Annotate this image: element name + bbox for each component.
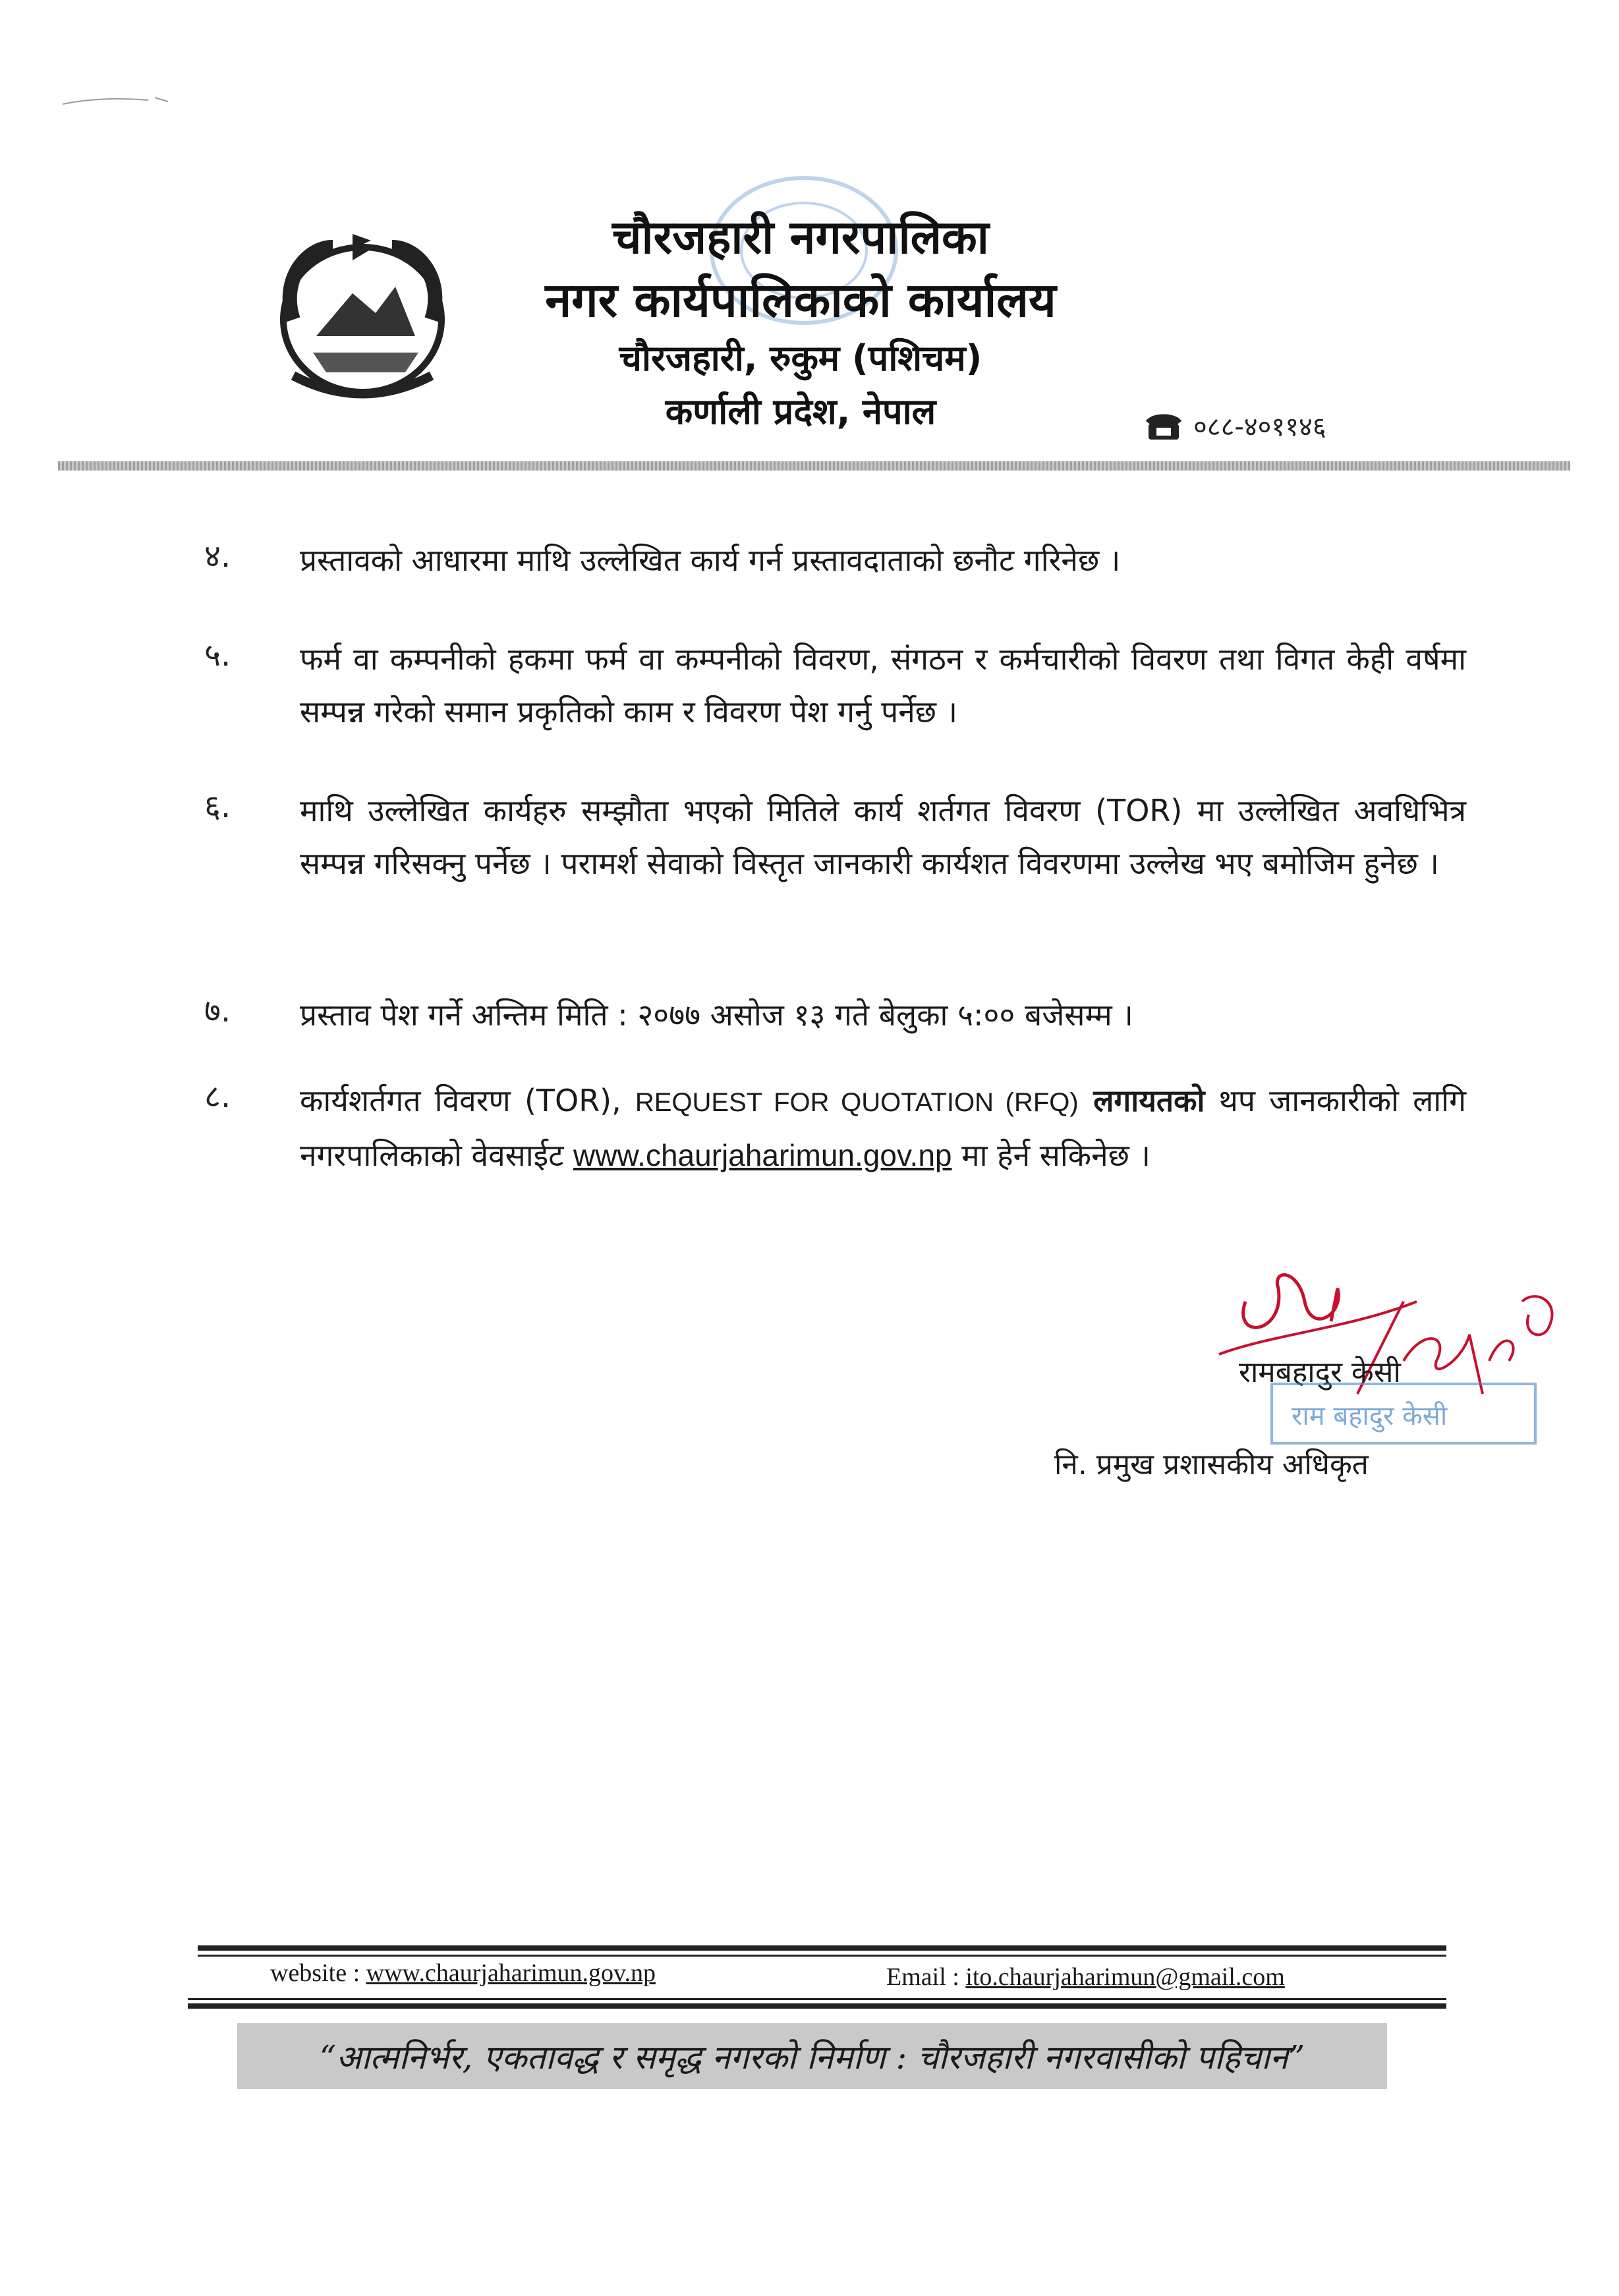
municipality-name: चौरजहारी नगरपालिका — [612, 210, 989, 264]
name-stamp — [1265, 1377, 1542, 1450]
item8-part1: कार्यशर्तगत विवरण (TOR), — [300, 1083, 635, 1118]
motto-banner — [237, 2023, 1387, 2089]
footer-email — [886, 1963, 1285, 1992]
item-number: ४. — [204, 538, 231, 575]
item-number: ७. — [204, 992, 231, 1029]
footer-divider — [188, 2003, 1446, 2009]
item-text: प्रस्तावको आधारमा माथि उल्लेखित कार्य गर्न प्रस्तावदाताको छनौट गरिनेछ । — [300, 542, 1121, 578]
website-label: website : — [270, 1959, 366, 1987]
header-divider — [58, 461, 1570, 471]
item-number: ८. — [204, 1078, 231, 1115]
item-number: ६. — [204, 788, 231, 825]
motto-text: “आत्मनिर्भर, एकतावद्ध र समृद्ध नगरको निर्माण : चौरजहारी नगरवासीको पहिचान” — [319, 2038, 1305, 2077]
phone-contact — [1143, 407, 1326, 444]
footer-website-link[interactable]: www.chaurjaharimun.gov.np — [366, 1959, 656, 1987]
footer-divider — [198, 1945, 1446, 1951]
item-number: ५. — [204, 637, 231, 674]
website-link[interactable]: www.chaurjaharimun.gov.np — [573, 1138, 952, 1172]
letterhead — [422, 210, 1179, 434]
footer-divider — [198, 1955, 1446, 1957]
footer-divider — [188, 1998, 1446, 2000]
pen-mark — [56, 86, 188, 112]
item8-part3: लगायतको — [1078, 1083, 1205, 1118]
signatory-title: नि. प्रमुख प्रशासकीय अधिकृत — [1054, 1448, 1369, 1481]
office-location: चौरजहारी, रुकुम (पशिचम) — [619, 337, 982, 380]
item8-part5: मा हेर्न सकिनेछ । — [952, 1137, 1150, 1173]
email-label: Email : — [886, 1963, 966, 1991]
footer-contact — [270, 1959, 1390, 1998]
item-text — [300, 1074, 1466, 1182]
footer-website — [270, 1959, 656, 1988]
item-text: माथि उल्लेखित कार्यहरु सम्झौता भएको मितिले कार्य शर्तगत विवरण (TOR) मा उल्लेखित अवधिभित्र सम्पन्न गरिसक्नु पर्नेछ । परामर्श सेवाको विस्तृत जानकारी कार्यशत विवरणमा उल्लेख भए बमोजिम हुनेछ । — [300, 793, 1466, 881]
province-country: कर्णाली प्रदेश, नेपाल — [665, 391, 936, 433]
item-text: फर्म वा कम्पनीको हकमा फर्म वा कम्पनीको विवरण, संगठन र कर्मचारीको विवरण तथा विगत केही वर्षमा सम्पन्न गरेको समान प्रकृतिको काम र विवरण पेश गर्नु पर्नेछ । — [300, 641, 1466, 730]
phone-number: ०८८-४०११४६ — [1193, 412, 1326, 442]
item8-part4: थप जानकारीको लागि नगरपालिकाको वेवसाईट — [300, 1083, 1466, 1173]
stamp-text: राम बहादुर केसी — [1292, 1401, 1448, 1431]
office-name: नगर कार्यपालिकाको कार्यालय — [545, 272, 1056, 328]
footer-email-link[interactable]: ito.chaurjaharimun@gmail.com — [965, 1963, 1285, 1991]
rfq-label: REQUEST FOR QUOTATION (RFQ) — [635, 1088, 1079, 1117]
item-text: प्रस्ताव पेश गर्ने अन्तिम मिति : २०७७ असोज १३ गते बेलुका ५:०० बजेसम्म । — [300, 997, 1133, 1033]
signatory-name: रामबहादुर केसी — [1239, 1356, 1401, 1389]
telephone-icon — [1143, 409, 1184, 442]
